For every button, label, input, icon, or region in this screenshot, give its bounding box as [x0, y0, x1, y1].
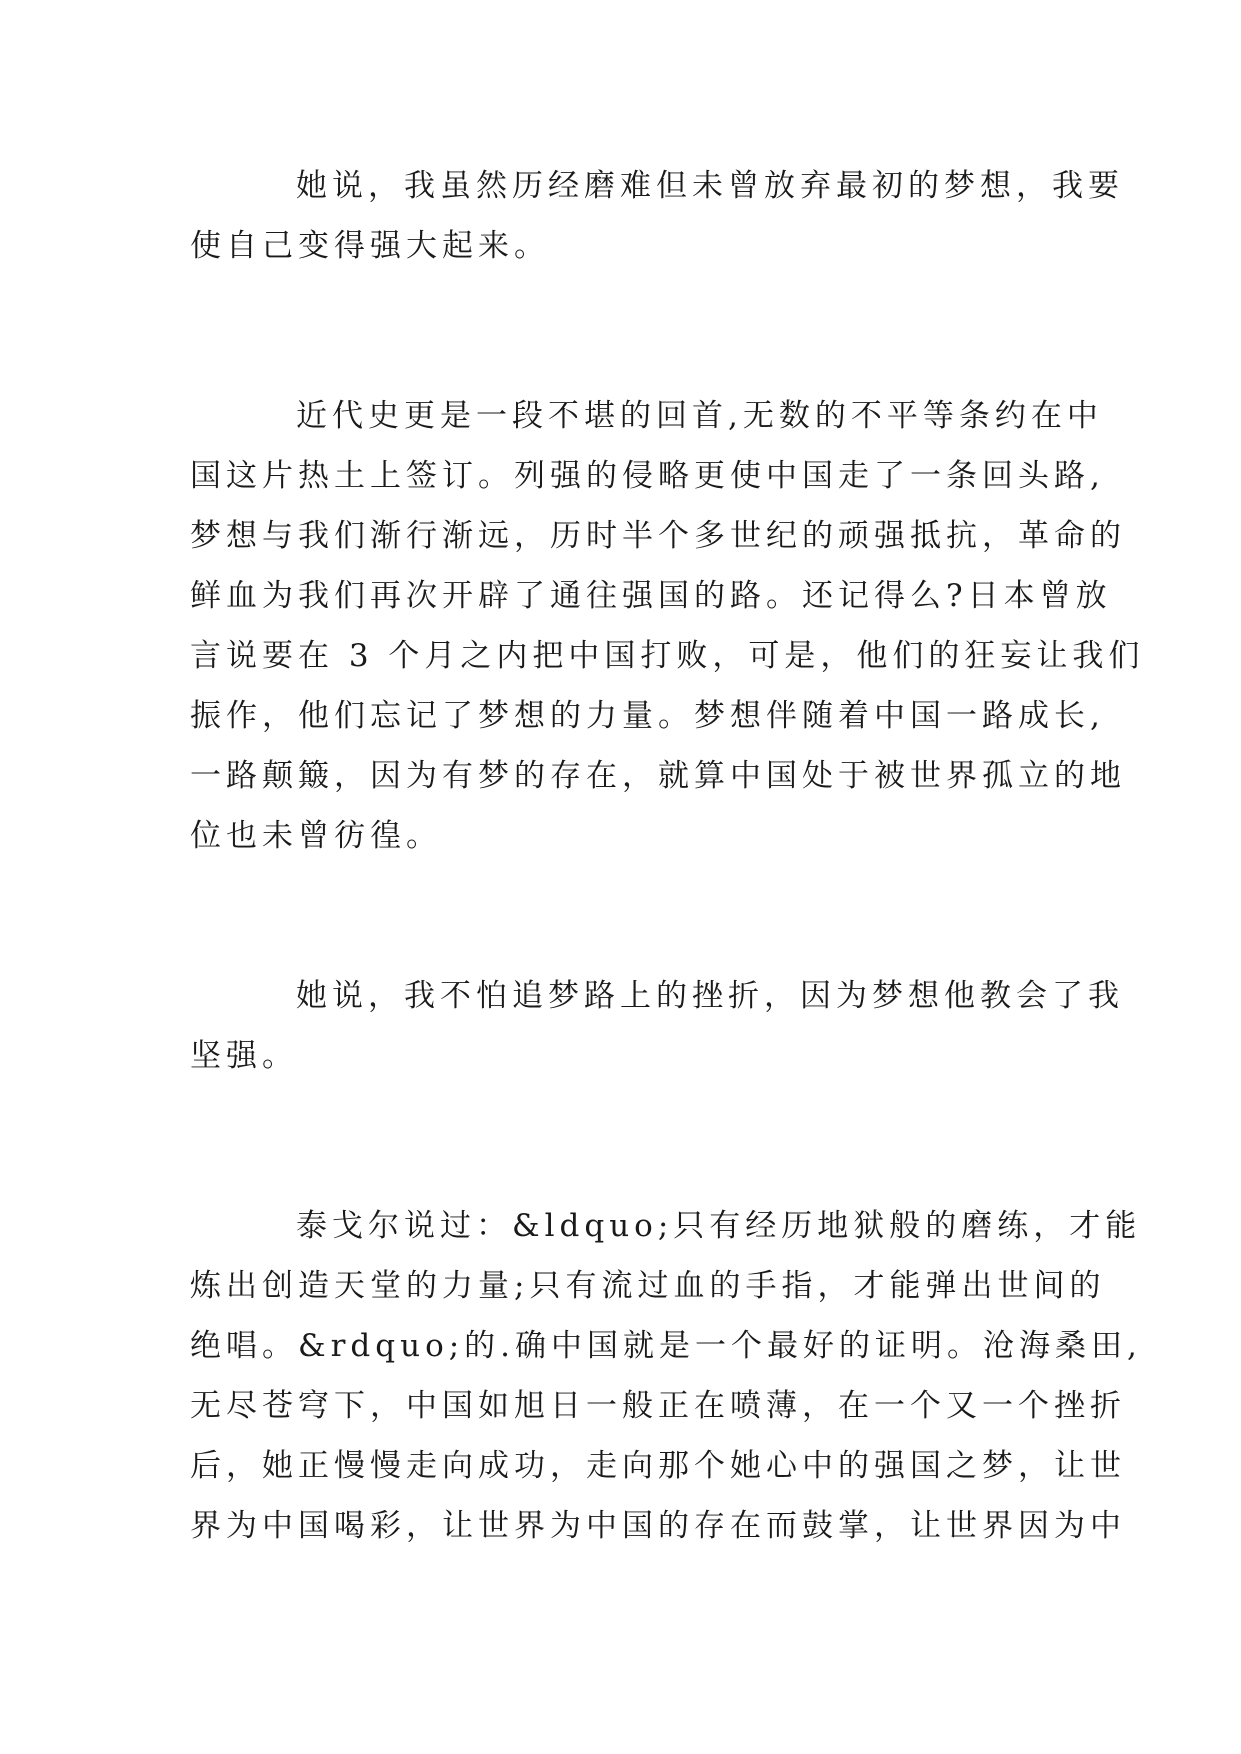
paragraph-line: 近代史更是一段不堪的回首,无数的不平等条约在中 — [296, 398, 1103, 434]
paragraph-line: 后，她正慢慢走向成功，走向那个她心中的强国之梦，让世 — [190, 1448, 1126, 1484]
paragraph-3 — [190, 966, 1124, 1086]
paragraph-line: 她说，我虽然历经磨难但未曾放弃最初的梦想，我要 — [296, 168, 1124, 204]
paragraph-line: 位也未曾彷徨。 — [190, 818, 442, 854]
paragraph-line: 梦想与我们渐行渐远，历时半个多世纪的顽强抵抗，革命的 — [190, 518, 1126, 554]
paragraph-line: 使自己变得强大起来。 — [190, 228, 550, 264]
paragraph-4 — [190, 1196, 1142, 1556]
paragraph-line: 界为中国喝彩，让世界为中国的存在而鼓掌，让世界因为中 — [190, 1508, 1126, 1544]
paragraph-1 — [190, 156, 1124, 276]
paragraph-line: 鲜血为我们再次开辟了通往强国的路。还记得么?日本曾放 — [190, 578, 1112, 614]
paragraph-line: 坚强。 — [190, 1038, 298, 1074]
paragraph-line: 振作，他们忘记了梦想的力量。梦想伴随着中国一路成长, — [190, 698, 1105, 734]
paragraph-line: 她说，我不怕追梦路上的挫折，因为梦想他教会了我 — [296, 978, 1124, 1014]
paragraph-2 — [190, 386, 1145, 866]
paragraph-line: 一路颠簸，因为有梦的存在，就算中国处于被世界孤立的地 — [190, 758, 1126, 794]
paragraph-line: 国这片热土上签订。列强的侵略更使中国走了一条回头路, — [190, 458, 1105, 494]
paragraph-line: 炼出创造天堂的力量;只有流过血的手指，才能弹出世间的 — [190, 1268, 1106, 1304]
paragraph-line: 泰戈尔说过：&ldquo;只有经历地狱般的磨练，才能 — [296, 1208, 1142, 1244]
paragraph-line: 言说要在 3 个月之内把中国打败，可是，他们的狂妄让我们 — [190, 638, 1145, 674]
paragraph-line: 绝唱。&rdquo;的.确中国就是一个最好的证明。沧海桑田, — [190, 1328, 1142, 1364]
paragraph-line: 无尽苍穹下，中国如旭日一般正在喷薄，在一个又一个挫折 — [190, 1388, 1126, 1424]
